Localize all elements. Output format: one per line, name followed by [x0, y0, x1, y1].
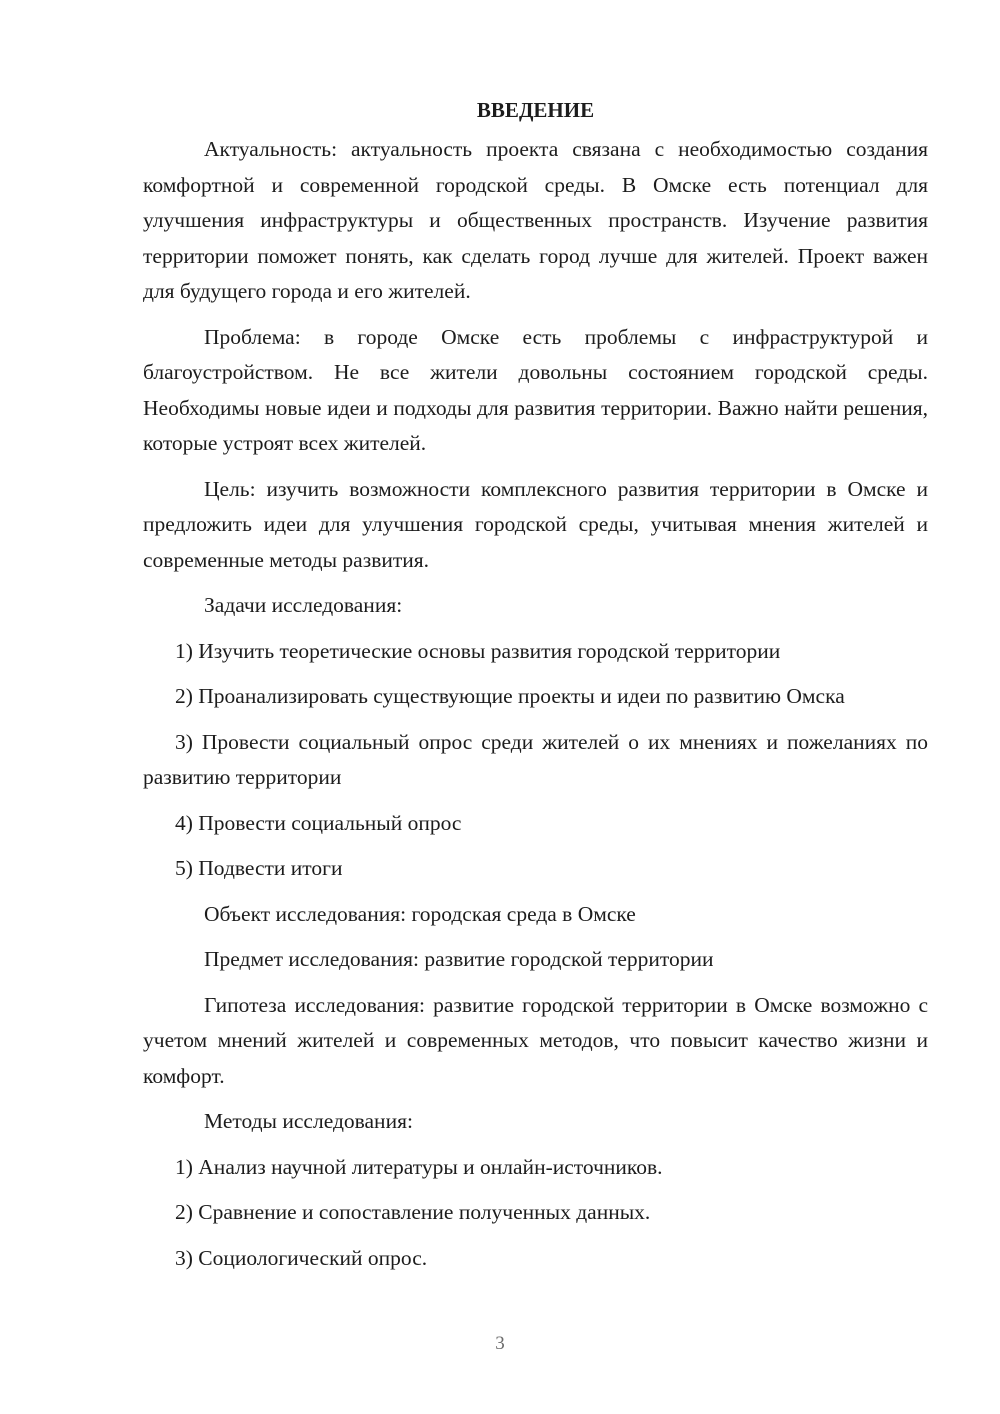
research-subject: Предмет исследования: развитие городской территории	[204, 947, 714, 971]
task-item: 1) Изучить теоретические основы развития городской территории	[175, 638, 781, 663]
research-object: Объект исследования: городская среда в Омске	[204, 901, 636, 926]
problem-paragraph: Проблема: в городе Омске есть проблемы с инфраструктурой и благоустройством. Не все жители довольны состоянием городской среды. Необходимы новые идеи и подходы для развития территории. Важно найти решения, которые устроят всех жителей.	[143, 324, 928, 455]
page-number: 3	[495, 1333, 505, 1354]
tasks-heading: Задачи исследования:	[204, 593, 403, 617]
section-title: ВВЕДЕНИЕ	[476, 98, 595, 122]
hypothesis-paragraph: Гипотеза исследования: развитие городской территории в Омске возможно с учетом мнений жителей и современных методов, что повысит качество жизни и комфорт.	[143, 992, 928, 1088]
task-item: 2) Проанализировать существующие проекты и идеи по развитию Омска	[175, 684, 845, 708]
task-item: 5) Подвести итоги	[175, 856, 343, 880]
goal-paragraph: Цель: изучить возможности комплексного развития территории в Омске и предложить идеи для улучшения городской среды, учитывая мнения жителей и современные методы развития.	[143, 476, 928, 572]
task-item: 3) Провести социальный опрос среди жителей о их мнениях и пожеланиях по развитию территории	[143, 729, 928, 789]
method-item: 3) Социологический опрос.	[175, 1245, 428, 1270]
page-content	[143, 96, 928, 1286]
relevance-paragraph: Актуальность: актуальность проекта связана с необходимостью создания комфортной и современной городской среды. В Омске есть потенциал для улучшения инфраструктуры и общественных пространств. Изучение развития территории поможет понять, как сделать город лучше для жителей. Проект важен для будущего города и его жителей.	[143, 137, 928, 303]
task-item: 4) Провести социальный опрос	[175, 810, 462, 835]
methods-heading: Методы исследования:	[204, 1109, 413, 1133]
method-item: 1) Анализ научной литературы и онлайн-источников.	[175, 1154, 663, 1179]
method-item: 2) Сравнение и сопоставление полученных данных.	[175, 1200, 651, 1224]
